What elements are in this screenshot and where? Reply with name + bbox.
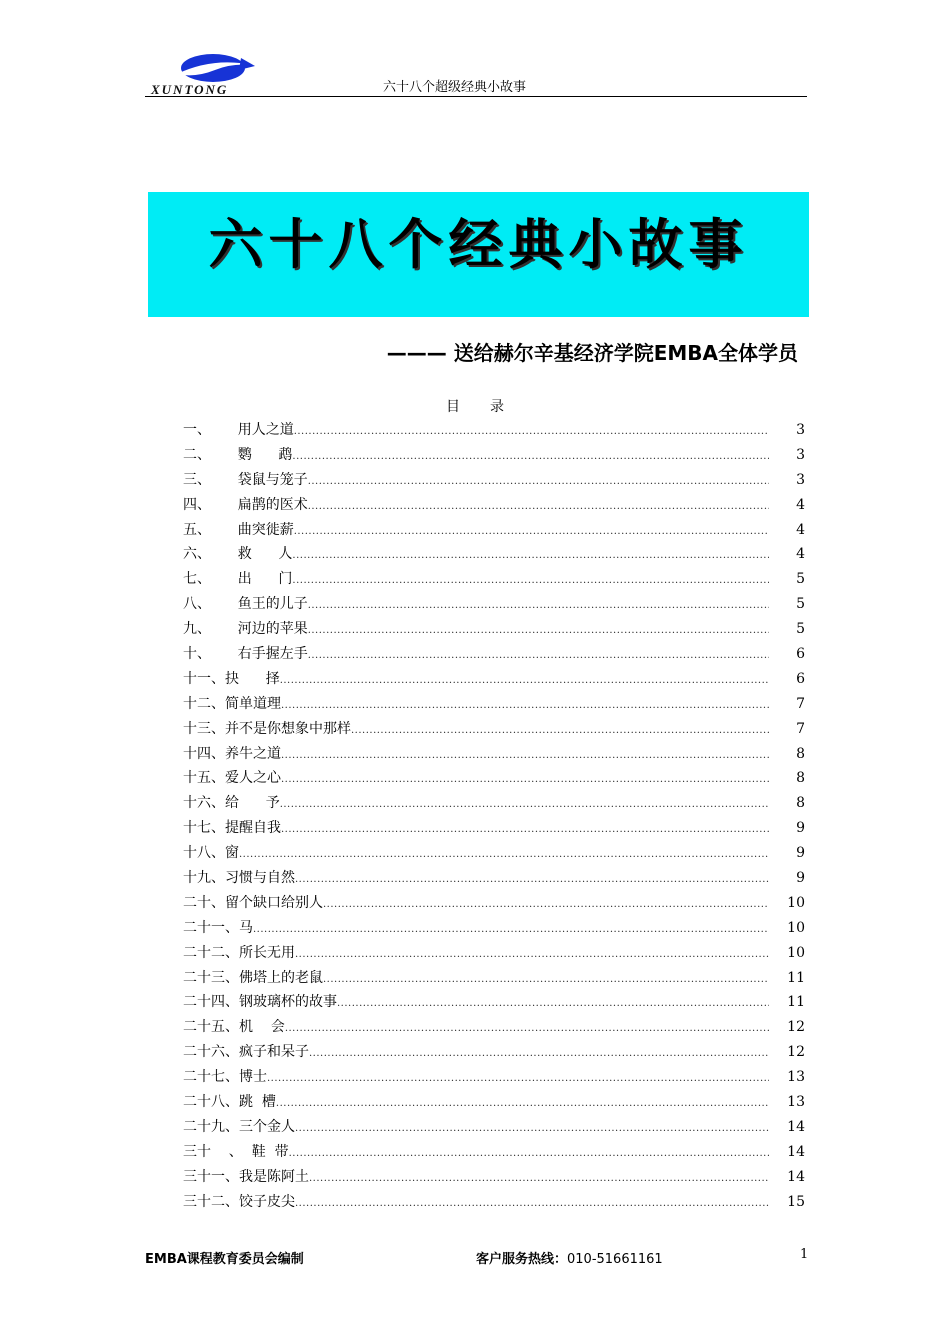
document-title: 六十八个经典小故事 [208,213,749,276]
toc-item-label: 十四、养牛之道 [183,745,281,762]
toc-item-label: 八、 鱼王的儿子 [183,596,308,613]
toc-leader-dots [267,1067,769,1092]
toc-item[interactable] [183,717,805,742]
toc-item-label: 四、 扁鹊的医术 [183,496,308,513]
toc-item-page: 4 [796,546,805,563]
toc-item[interactable] [183,567,805,592]
logo-text: XUNTONG [151,82,229,97]
toc-item-label: 十七、提醒自我 [183,820,281,837]
toc-leader-dots [281,694,769,719]
toc-item[interactable] [183,791,805,816]
toc-item-page: 12 [787,1019,805,1036]
toc-item-page: 4 [796,496,805,513]
toc-item-label: 六、 救 人 [183,546,293,563]
toc-leader-dots [351,719,769,744]
toc-item-page: 8 [796,745,805,762]
toc-item-page: 8 [796,795,805,812]
toc-item-page: 3 [796,446,805,463]
toc-item[interactable] [183,866,805,891]
toc-item-page: 11 [787,994,805,1011]
toc-leader-dots [308,470,769,495]
toc-leader-dots [294,520,769,545]
toc-item-label: 十二、简单道理 [183,695,281,712]
toc-item-label: 十五、爱人之心 [183,770,281,787]
toc-item[interactable] [183,742,805,767]
title-banner [148,192,809,317]
toc-leader-dots [337,992,769,1017]
toc-item-page: 14 [787,1143,805,1160]
toc-item[interactable] [183,493,805,518]
toc-leader-dots [295,1192,769,1217]
toc-item[interactable] [183,542,805,567]
hotline-label: 客户服务热线： [476,1252,568,1267]
toc-item-label: 二十三、佛塔上的老鼠 [183,969,323,986]
toc-item-label: 十九、习惯与自然 [183,870,295,887]
toc-item[interactable] [183,642,805,667]
toc-leader-dots [308,594,769,619]
toc-item-label: 二十五、机 会 [183,1019,285,1036]
toc-leader-dots [239,843,769,868]
hotline-number: 010-51661161 [567,1252,663,1267]
toc-leader-dots [281,744,769,769]
toc-item-label: 一、 用人之道 [183,422,294,438]
toc-item[interactable] [183,1040,805,1065]
toc-item[interactable] [183,1015,805,1040]
toc-item-label: 三十二、饺子皮尖 [183,1193,295,1210]
toc-leader-dots [292,544,769,569]
toc-leader-dots [309,1042,769,1067]
toc-item[interactable] [183,816,805,841]
toc-item[interactable] [183,692,805,717]
toc-item-label: 二十六、疯子和呆子 [183,1044,309,1061]
toc-item-page: 7 [796,720,805,737]
toc-item-label: 二十四、钢玻璃杯的故事 [183,994,337,1011]
toc-item-page: 9 [796,845,805,862]
toc-item-label: 七、 出 门 [183,571,293,588]
toc-item-page: 10 [787,894,805,911]
toc-item[interactable] [183,592,805,617]
toc-leader-dots [292,445,769,470]
toc-item[interactable] [183,891,805,916]
toc-item-page: 14 [787,1168,805,1185]
toc-item-page: 13 [787,1069,805,1086]
toc-item-label: 十一、抉 择 [183,670,280,687]
toc-item[interactable] [183,418,805,443]
toc-item[interactable] [183,766,805,791]
toc-item[interactable] [183,966,805,991]
toc-item[interactable] [183,667,805,692]
toc-leader-dots [295,943,769,968]
toc-item-page: 6 [796,646,805,663]
toc-item-label: 三十一、我是陈阿土 [183,1168,309,1185]
toc-leader-dots [295,868,769,893]
toc-item[interactable] [183,1165,805,1190]
toc-leader-dots [281,768,769,793]
toc-leader-dots [308,495,769,520]
toc-leader-dots [308,619,769,644]
toc-leader-dots [323,968,769,993]
page-header [145,40,807,97]
footer-hotline [476,1248,663,1267]
toc-item-label: 十六、给 予 [183,795,280,812]
toc-leader-dots [281,818,769,843]
toc-leader-dots [280,669,769,694]
toc-item-label: 三十 、 鞋 带 [183,1143,289,1160]
header-title: 六十八个超级经典小故事 [383,80,527,95]
toc-item-label: 十三、并不是你想象中那样 [183,720,351,737]
toc-item-page: 10 [787,944,805,961]
toc-leader-dots [294,420,769,445]
toc-item-label: 二十一、马 [183,919,253,936]
toc-item-label: 五、 曲突徙薪 [183,521,294,538]
toc-item-page: 6 [796,670,805,687]
toc-item-page: 4 [796,521,805,538]
toc-heading: 目录 [446,399,534,415]
toc-item-page: 9 [796,820,805,837]
toc-item-label: 二十、留个缺口给别人 [183,894,323,911]
toc-item-page: 8 [796,770,805,787]
toc-leader-dots [292,569,769,594]
toc-leader-dots [276,1092,769,1117]
toc-item-label: 三、 袋鼠与笼子 [183,471,308,488]
toc-item-label: 十八、窗 [183,845,239,862]
toc-item-label: 二十八、跳 槽 [183,1094,276,1111]
page-number: 1 [800,1247,809,1262]
dedication-subtitle: ——— 送给赫尔辛基经济学院EMBA全体学员 [386,341,798,365]
toc-item[interactable] [183,1090,805,1115]
toc-item-page: 12 [787,1044,805,1061]
toc-item-page: 3 [796,471,805,488]
toc-item-label: 九、 河边的苹果 [183,621,308,638]
toc-item-page: 10 [787,919,805,936]
toc-item-page: 11 [787,969,805,986]
toc-leader-dots [285,1017,769,1042]
toc-item-label: 十、 右手握左手 [183,646,308,663]
toc-item-page: 5 [796,596,805,613]
toc-item[interactable] [183,916,805,941]
toc-item-page: 9 [796,870,805,887]
toc-item[interactable] [183,443,805,468]
toc-item[interactable] [183,617,805,642]
toc-item-page: 5 [796,571,805,588]
toc-leader-dots [253,918,769,943]
toc-leader-dots [323,893,769,918]
toc-item-label: 二十七、博士 [183,1069,267,1086]
toc-item-label: 二十九、三个金人 [183,1118,295,1135]
toc-leader-dots [289,1142,769,1167]
toc-item[interactable] [183,990,805,1015]
toc-item-page: 14 [787,1118,805,1135]
toc-item-page: 13 [787,1094,805,1111]
toc-item[interactable] [183,1115,805,1140]
toc-item-page: 7 [796,695,805,712]
toc-item[interactable] [183,518,805,543]
table-of-contents [183,418,805,1215]
toc-leader-dots [280,793,769,818]
toc-item[interactable] [183,468,805,493]
toc-item-page: 5 [796,621,805,638]
toc-item-page: 15 [787,1193,805,1210]
toc-item[interactable] [183,841,805,866]
toc-item-label: 二、 鹦 鹉 [183,446,293,463]
toc-leader-dots [295,1117,769,1142]
toc-leader-dots [309,1167,769,1192]
toc-leader-dots [308,644,769,669]
toc-item-page: 3 [796,422,805,438]
toc-item[interactable] [183,941,805,966]
toc-item-label: 二十二、所长无用 [183,944,295,961]
toc-item[interactable] [183,1140,805,1165]
footer-publisher: EMBA课程教育委员会编制 [145,1252,304,1267]
toc-item[interactable] [183,1190,805,1215]
toc-item[interactable] [183,1065,805,1090]
